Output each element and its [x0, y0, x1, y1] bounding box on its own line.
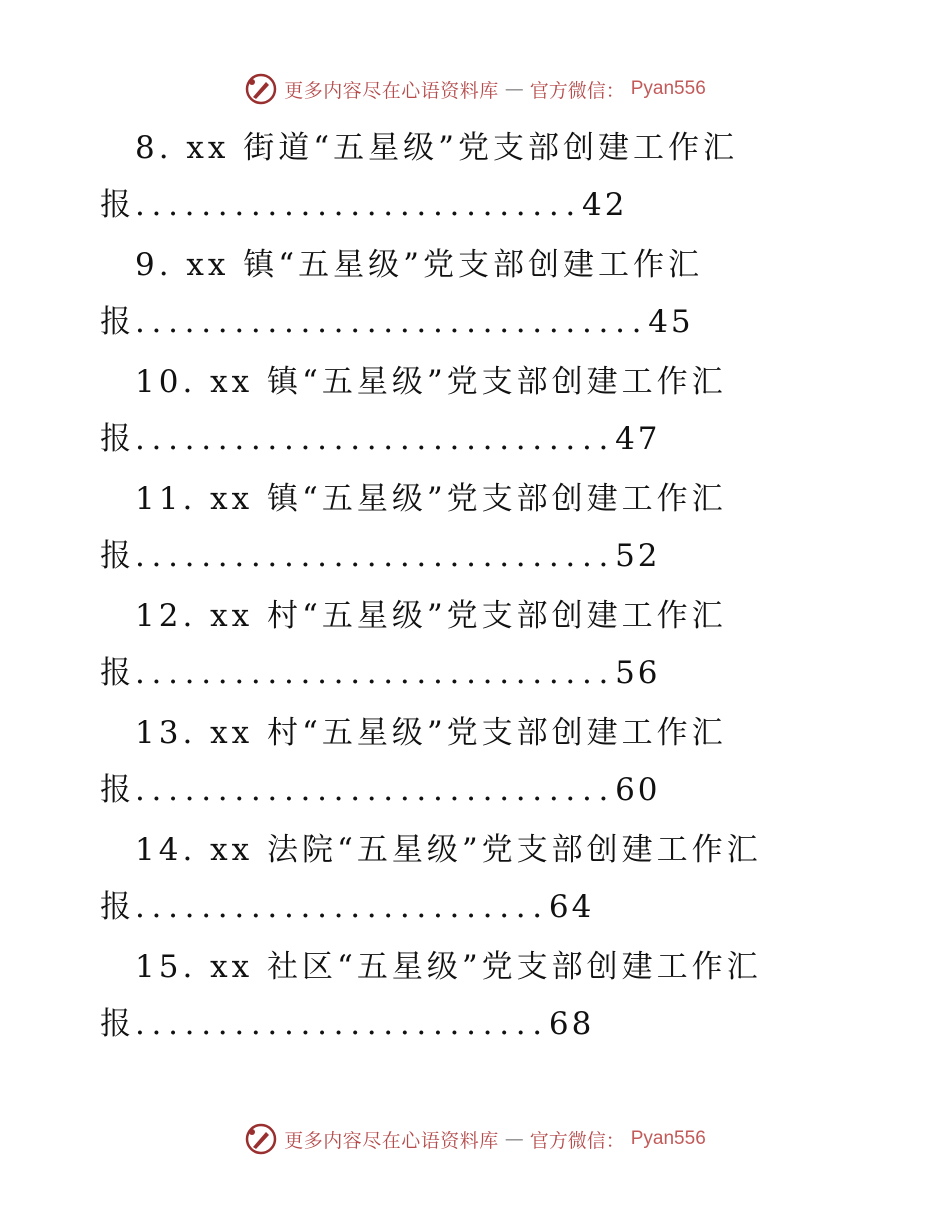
toc-page-number: 45 — [648, 304, 694, 340]
toc-entry-continuation: 报.........................64 — [100, 889, 595, 925]
toc-page-number: 68 — [548, 1006, 595, 1042]
watermark-separator: — — [504, 78, 524, 100]
watermark-label: 官方微信： — [529, 1129, 625, 1152]
watermark-text: 更多内容尽在心语资料库 — [284, 79, 499, 102]
toc-entry-continuation: 报.........................68 — [100, 1006, 595, 1042]
toc-entry-continuation: 报.............................47 — [100, 421, 661, 457]
watermark-text: 更多内容尽在心语资料库 — [284, 1129, 499, 1152]
toc-page-number: 47 — [615, 421, 661, 457]
toc-entry-title: 10. xx 镇“五星级”党支部创建工作汇 — [135, 364, 727, 400]
toc-entry-title: 9. xx 镇“五星级”党支部创建工作汇 — [135, 247, 703, 283]
toc-page-number: 64 — [548, 889, 595, 925]
toc-entry-continuation: 报.............................60 — [100, 772, 661, 808]
toc-entry-title: 13. xx 村“五星级”党支部创建工作汇 — [135, 715, 727, 751]
toc-entry-continuation: 报...........................42 — [100, 187, 628, 223]
toc-page-number: 60 — [615, 772, 661, 808]
toc-entry-title: 14. xx 法院“五星级”党支部创建工作汇 — [135, 832, 762, 868]
toc-entry-continuation: 报.............................52 — [100, 538, 661, 574]
toc-entry-continuation: 报.............................56 — [100, 655, 661, 691]
toc-entry-title: 12. xx 村“五星级”党支部创建工作汇 — [135, 598, 727, 634]
watermark-id: Pyan556 — [630, 78, 706, 99]
toc-page-number: 52 — [615, 538, 661, 574]
watermark-id: Pyan556 — [630, 1128, 706, 1149]
toc-entry-title: 11. xx 镇“五星级”党支部创建工作汇 — [135, 481, 727, 517]
footer-watermark — [0, 1122, 950, 1156]
toc-page-number: 42 — [581, 187, 628, 223]
toc-entry-title: 8. xx 街道“五星级”党支部创建工作汇 — [135, 130, 738, 166]
toc-page-number: 56 — [615, 655, 661, 691]
watermark-separator: — — [504, 1128, 524, 1150]
pen-logo-icon — [244, 72, 278, 106]
toc-entry-continuation: 报...............................45 — [100, 304, 694, 340]
toc-entry-title: 15. xx 社区“五星级”党支部创建工作汇 — [135, 949, 762, 985]
watermark-label: 官方微信： — [529, 79, 625, 102]
pen-logo-icon — [244, 1122, 278, 1156]
header-watermark — [0, 72, 950, 106]
